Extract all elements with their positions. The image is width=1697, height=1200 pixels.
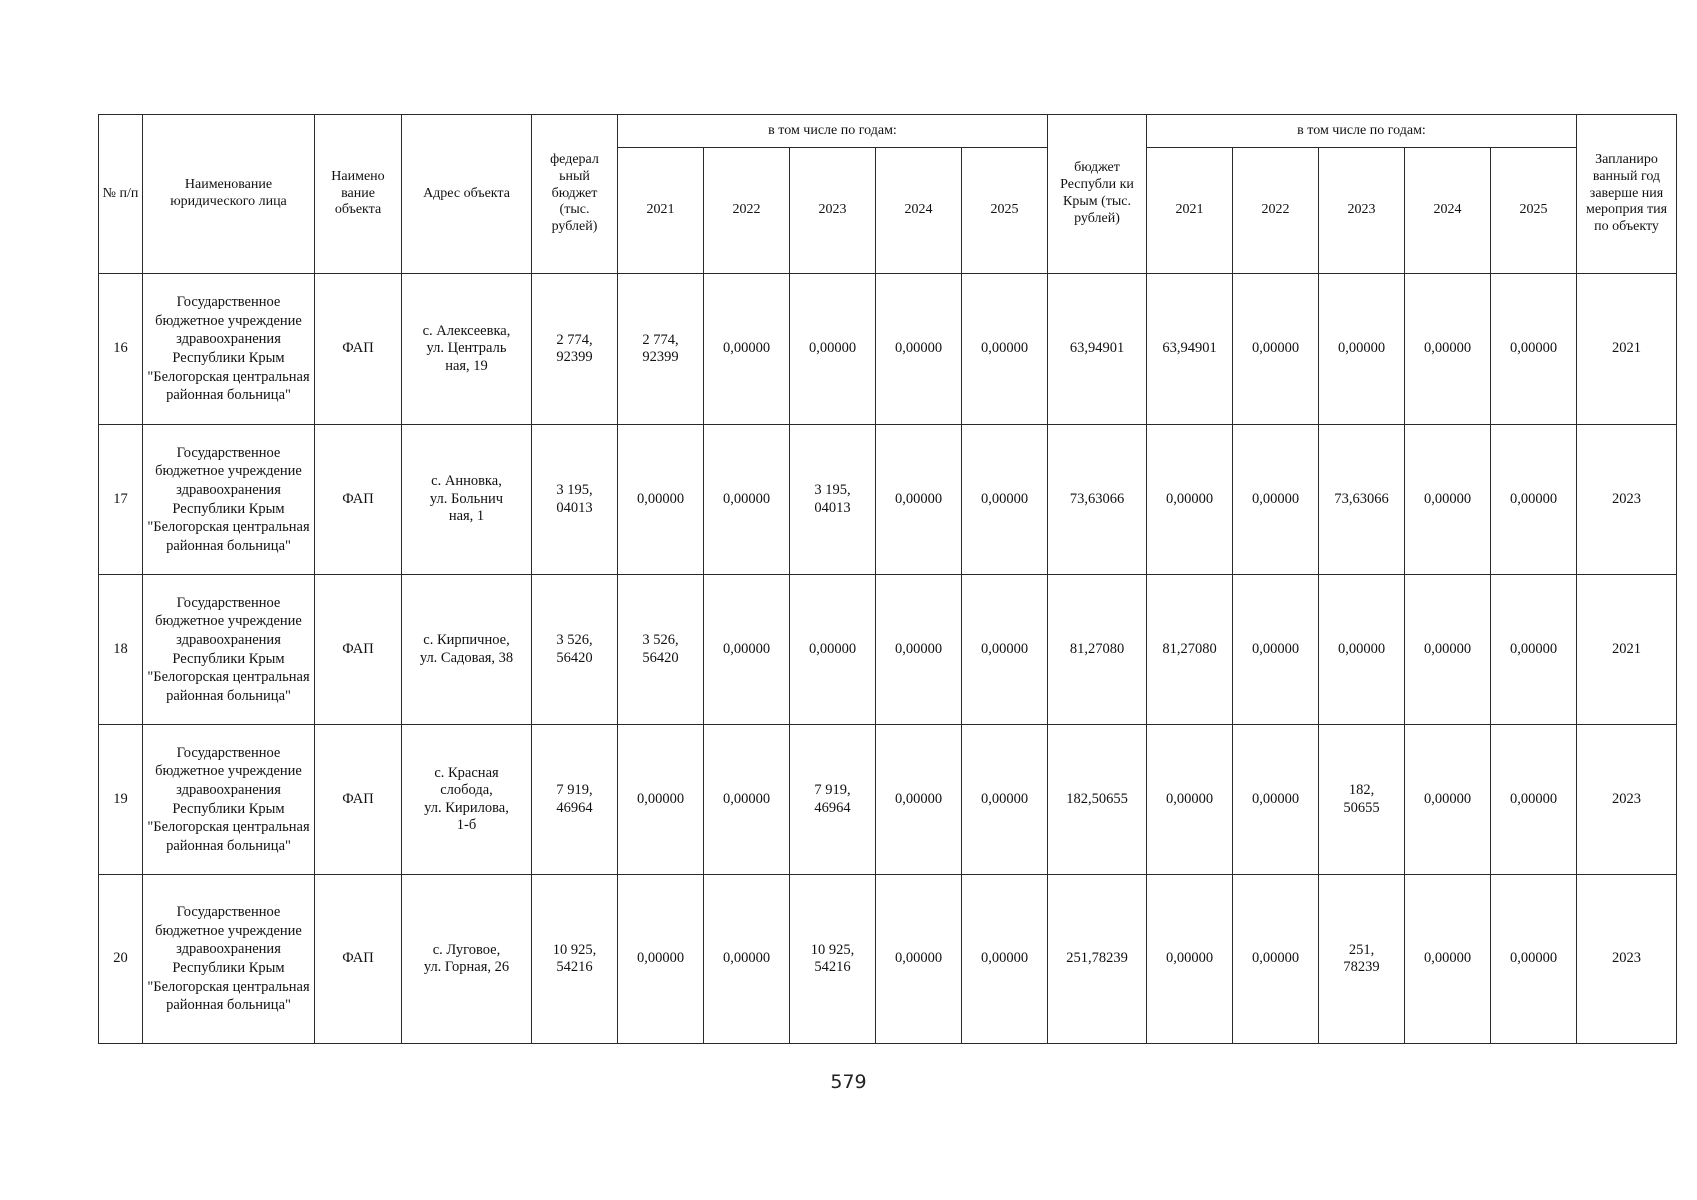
header-fed-year: 2022 bbox=[704, 148, 790, 274]
header-rep-year: 2025 bbox=[1491, 148, 1577, 274]
republic-year-value: 0,00000 bbox=[1405, 274, 1491, 425]
republic-year-value: 0,00000 bbox=[1491, 425, 1577, 575]
federal-budget: 7 919, 46964 bbox=[532, 725, 618, 875]
republic-year-value: 63,94901 bbox=[1147, 274, 1233, 425]
federal-year-value: 0,00000 bbox=[704, 274, 790, 425]
federal-year-value: 0,00000 bbox=[704, 425, 790, 575]
header-rep-year: 2021 bbox=[1147, 148, 1233, 274]
org-name: Государственное бюджетное учреждение здравоохранения Республики Крым "Белогорская центральная районная больница" bbox=[143, 575, 315, 725]
republic-budget: 182,50655 bbox=[1048, 725, 1147, 875]
federal-year-value: 0,00000 bbox=[962, 575, 1048, 725]
federal-year-value: 0,00000 bbox=[618, 725, 704, 875]
object-address: с. Алексеевка, ул. Централь ная, 19 bbox=[402, 274, 532, 425]
table-body bbox=[99, 274, 1677, 1044]
table-row bbox=[99, 575, 1677, 725]
row-number: 17 bbox=[99, 425, 143, 575]
federal-year-value: 0,00000 bbox=[618, 875, 704, 1044]
republic-budget: 63,94901 bbox=[1048, 274, 1147, 425]
header-fed-year: 2021 bbox=[618, 148, 704, 274]
federal-year-value: 0,00000 bbox=[876, 425, 962, 575]
federal-budget: 3 526, 56420 bbox=[532, 575, 618, 725]
header-num: № п/п bbox=[99, 115, 143, 274]
header-fed-year: 2025 bbox=[962, 148, 1048, 274]
header-org: Наименование юридического лица bbox=[143, 115, 315, 274]
federal-year-value: 7 919, 46964 bbox=[790, 725, 876, 875]
header-republic: бюджет Республи ки Крым (тыс. рублей) bbox=[1048, 115, 1147, 274]
federal-year-value: 0,00000 bbox=[876, 725, 962, 875]
republic-year-value: 0,00000 bbox=[1147, 725, 1233, 875]
republic-year-value: 182, 50655 bbox=[1319, 725, 1405, 875]
planned-year: 2023 bbox=[1577, 725, 1677, 875]
planned-year: 2021 bbox=[1577, 575, 1677, 725]
federal-year-value: 0,00000 bbox=[962, 875, 1048, 1044]
republic-year-value: 0,00000 bbox=[1491, 725, 1577, 875]
planned-year: 2023 bbox=[1577, 875, 1677, 1044]
row-number: 18 bbox=[99, 575, 143, 725]
federal-year-value: 10 925, 54216 bbox=[790, 875, 876, 1044]
object-name: ФАП bbox=[315, 575, 402, 725]
object-name: ФАП bbox=[315, 725, 402, 875]
page-number: 579 bbox=[830, 1071, 867, 1093]
header-by-years-federal: в том числе по годам: bbox=[618, 115, 1048, 148]
object-name: ФАП bbox=[315, 274, 402, 425]
republic-budget: 251,78239 bbox=[1048, 875, 1147, 1044]
object-address: с. Анновка, ул. Больнич ная, 1 bbox=[402, 425, 532, 575]
table-row bbox=[99, 875, 1677, 1044]
federal-year-value: 0,00000 bbox=[876, 875, 962, 1044]
republic-budget: 81,27080 bbox=[1048, 575, 1147, 725]
federal-year-value: 3 526, 56420 bbox=[618, 575, 704, 725]
republic-year-value: 0,00000 bbox=[1405, 725, 1491, 875]
table-row bbox=[99, 274, 1677, 425]
federal-year-value: 2 774, 92399 bbox=[618, 274, 704, 425]
planned-year: 2021 bbox=[1577, 274, 1677, 425]
object-address: с. Красная слобода, ул. Кирилова, 1-б bbox=[402, 725, 532, 875]
header-rep-year: 2023 bbox=[1319, 148, 1405, 274]
federal-year-value: 0,00000 bbox=[962, 274, 1048, 425]
planned-year: 2023 bbox=[1577, 425, 1677, 575]
row-number: 16 bbox=[99, 274, 143, 425]
federal-budget: 2 774, 92399 bbox=[532, 274, 618, 425]
org-name: Государственное бюджетное учреждение здравоохранения Республики Крым "Белогорская центральная районная больница" bbox=[143, 875, 315, 1044]
federal-year-value: 0,00000 bbox=[962, 425, 1048, 575]
republic-year-value: 0,00000 bbox=[1233, 425, 1319, 575]
republic-year-value: 0,00000 bbox=[1405, 875, 1491, 1044]
budget-table bbox=[98, 114, 1677, 1044]
table-row bbox=[99, 425, 1677, 575]
republic-year-value: 0,00000 bbox=[1405, 575, 1491, 725]
republic-year-value: 0,00000 bbox=[1233, 725, 1319, 875]
federal-year-value: 0,00000 bbox=[876, 575, 962, 725]
federal-budget: 3 195, 04013 bbox=[532, 425, 618, 575]
header-fed-year: 2023 bbox=[790, 148, 876, 274]
header-address: Адрес объекта bbox=[402, 115, 532, 274]
republic-year-value: 0,00000 bbox=[1233, 575, 1319, 725]
federal-year-value: 3 195, 04013 bbox=[790, 425, 876, 575]
header-row-top bbox=[99, 115, 1677, 148]
org-name: Государственное бюджетное учреждение здравоохранения Республики Крым "Белогорская центральная районная больница" bbox=[143, 425, 315, 575]
republic-year-value: 0,00000 bbox=[1233, 875, 1319, 1044]
republic-year-value: 251, 78239 bbox=[1319, 875, 1405, 1044]
federal-year-value: 0,00000 bbox=[704, 725, 790, 875]
header-planned-year: Запланиро ванный год заверше ния мероприя тия по объекту bbox=[1577, 115, 1677, 274]
header-rep-year: 2024 bbox=[1405, 148, 1491, 274]
republic-year-value: 0,00000 bbox=[1319, 274, 1405, 425]
republic-year-value: 0,00000 bbox=[1405, 425, 1491, 575]
object-name: ФАП bbox=[315, 875, 402, 1044]
object-name: ФАП bbox=[315, 425, 402, 575]
header-fed-year: 2024 bbox=[876, 148, 962, 274]
header-object: Наимено вание объекта bbox=[315, 115, 402, 274]
federal-year-value: 0,00000 bbox=[876, 274, 962, 425]
federal-year-value: 0,00000 bbox=[704, 875, 790, 1044]
federal-year-value: 0,00000 bbox=[618, 425, 704, 575]
federal-year-value: 0,00000 bbox=[704, 575, 790, 725]
republic-year-value: 0,00000 bbox=[1491, 575, 1577, 725]
org-name: Государственное бюджетное учреждение здравоохранения Республики Крым "Белогорская центральная районная больница" bbox=[143, 274, 315, 425]
republic-year-value: 0,00000 bbox=[1319, 575, 1405, 725]
republic-year-value: 0,00000 bbox=[1147, 875, 1233, 1044]
header-by-years-republic: в том числе по годам: bbox=[1147, 115, 1577, 148]
republic-budget: 73,63066 bbox=[1048, 425, 1147, 575]
republic-year-value: 73,63066 bbox=[1319, 425, 1405, 575]
republic-year-value: 0,00000 bbox=[1147, 425, 1233, 575]
table-row bbox=[99, 725, 1677, 875]
republic-year-value: 0,00000 bbox=[1233, 274, 1319, 425]
header-federal: федерал ьный бюджет (тыс. рублей) bbox=[532, 115, 618, 274]
row-number: 20 bbox=[99, 875, 143, 1044]
republic-year-value: 81,27080 bbox=[1147, 575, 1233, 725]
republic-year-value: 0,00000 bbox=[1491, 875, 1577, 1044]
republic-year-value: 0,00000 bbox=[1491, 274, 1577, 425]
federal-year-value: 0,00000 bbox=[962, 725, 1048, 875]
row-number: 19 bbox=[99, 725, 143, 875]
federal-year-value: 0,00000 bbox=[790, 575, 876, 725]
header-rep-year: 2022 bbox=[1233, 148, 1319, 274]
federal-budget: 10 925, 54216 bbox=[532, 875, 618, 1044]
object-address: с. Кирпичное, ул. Садовая, 38 bbox=[402, 575, 532, 725]
object-address: с. Луговое, ул. Горная, 26 bbox=[402, 875, 532, 1044]
org-name: Государственное бюджетное учреждение здравоохранения Республики Крым "Белогорская центральная районная больница" bbox=[143, 725, 315, 875]
federal-year-value: 0,00000 bbox=[790, 274, 876, 425]
